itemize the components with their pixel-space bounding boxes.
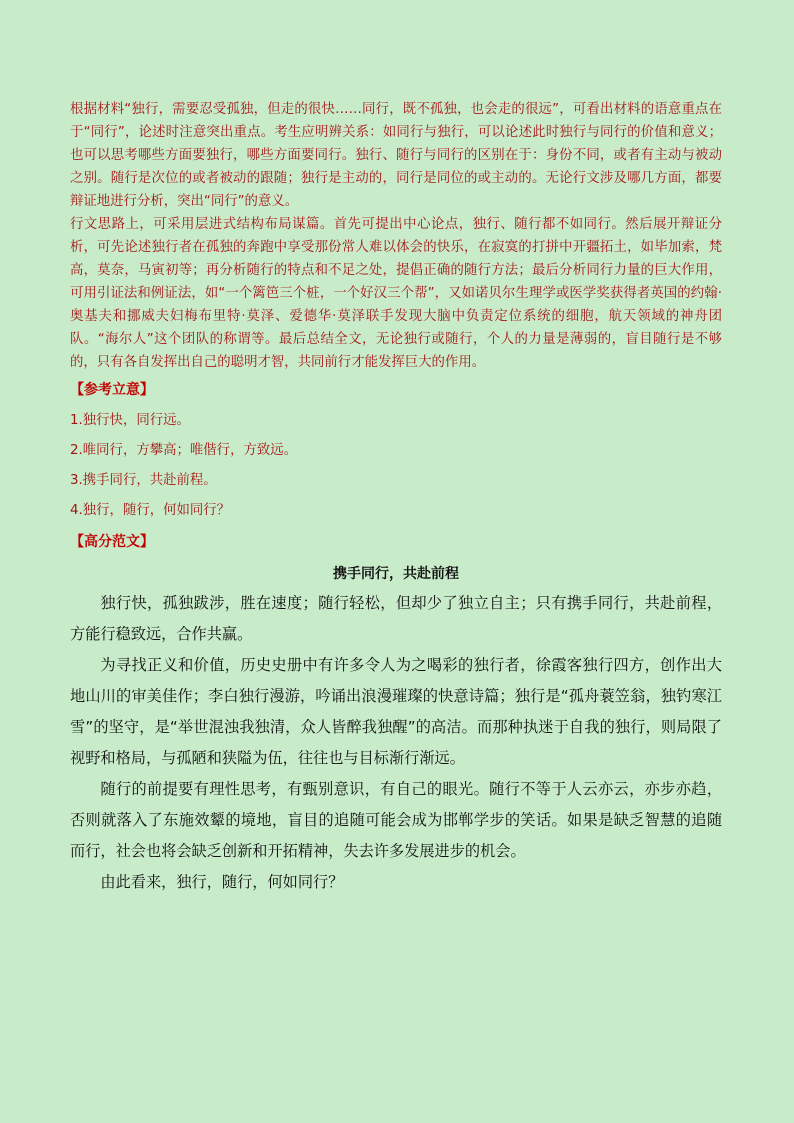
reference-list [70, 406, 722, 526]
list-item: 1.独行快，同行远。 [70, 413, 190, 428]
analysis-section [70, 98, 722, 374]
essay-body [70, 588, 722, 898]
essay-paragraph: 为寻找正义和价值，历史史册中有许多令人为之喝彩的独行者，徐霞客独行四方，创作出大地山川的审美佳作；李白独行漫游，吟诵出浪漫璀璨的快意诗篇；独行是“孤舟蓑笠翁，独钓寒江雪”的坚守，是“举世混浊我独清，众人皆醉我独醒”的高洁。而那种执迷于自我的独行，则局限了视野和格局，与孤陋和狭隘为伍，往往也与目标渐行渐远。 [70, 656, 722, 767]
essay-paragraph: 随行的前提要有理性思考，有甄别意识，有自己的眼光。随行不等于人云亦云，亦步亦趋，否则就落入了东施效颦的境地，盲目的追随可能会成为邯郸学步的笑话。如果是缺乏智慧的追随而行，社会也将会缺乏创新和开拓精神，失去许多发展进步的机会。 [70, 780, 722, 860]
list-item: 3.携手同行，共赴前程。 [70, 473, 217, 488]
essay-paragraph: 由此看来，独行，随行，何如同行？ [100, 873, 344, 891]
essay-title: 携手同行，共赴前程 [333, 566, 459, 582]
analysis-paragraph: 根据材料“独行，需要忍受孤独，但走的很快……同行，既不孤独，也会走的很远”，可看出材料的语意重点在于“同行”，论述时注意突出重点。考生应明辨关系：如同行与独行，可以论述此时独行与同行的价值和意义；也可以思考哪些方面要独行，哪些方面要同行。独行、随行与同行的区别在于：身份不同，或者有主动与被动之别。随行是次位的或者被动的跟随；独行是主动的，同行是同位的或主动的。无论行文涉及哪几方面，都要辩证地进行分析，突出“同行”的意义。 [70, 102, 722, 209]
essay-paragraph: 独行快，孤独跋涉，胜在速度；随行轻松，但却少了独立自主；只有携手同行，共赴前程，方能行稳致远，合作共赢。 [70, 594, 722, 643]
sample-heading: 【高分范文】 [70, 534, 154, 550]
list-item: 2.唯同行，方攀高；唯偕行，方致远。 [70, 443, 298, 458]
list-item: 4.独行，随行，何如同行？ [70, 503, 231, 518]
analysis-paragraph: 行文思路上，可采用层进式结构布局谋篇。首先可提出中心论点，独行、随行都不如同行。然后展开辩证分析，可先论述独行者在孤独的奔跑中享受那份常人难以体会的快乐，在寂寞的打拼中开疆拓土，如毕加索，梵高，莫奈，马寅初等；再分析随行的特点和不足之处，提倡正确的随行方法；最后分析同行力量的巨大作用，可用引证法和例证法，如“一个篱笆三个桩，一个好汉三个帮”，又如诺贝尔生理学或医学奖获得者英国的约翰·奥基夫和挪威夫妇梅布里特·莫泽、爱德华·莫泽联手发现大脑中负责定位系统的细胞，航天领域的神舟团队。“海尔人”这个团队的称谓等。最后总结全文，无论独行或随行，个人的力量是薄弱的，盲目随行是不够的，只有各自发挥出自己的聪明才智，共同前行才能发挥巨大的作用。 [70, 217, 722, 370]
document-page [70, 98, 722, 898]
reference-heading: 【参考立意】 [70, 382, 154, 398]
